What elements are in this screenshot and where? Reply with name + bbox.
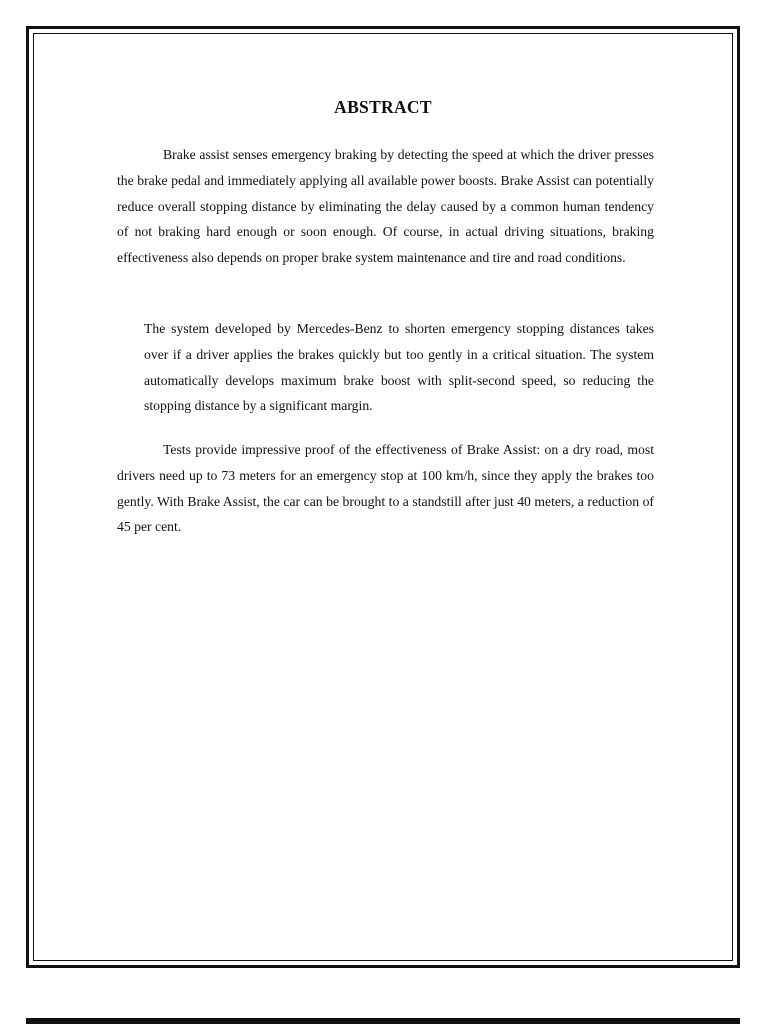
page-border (26, 26, 740, 968)
next-page-border-edge (26, 1018, 740, 1024)
paragraph-brake-assist-intro: Brake assist senses emergency braking by detecting the speed at which the driver presses the brake pedal and immediately applying all available power boosts. Brake Assist can potentially reduce overall stopping distance by eliminating the delay caused by a common human tendency of not braking hard enough or soon enough. Of course, in actual driving situations, braking effectiveness also depends on proper brake system maintenance and tire and road conditions. (117, 147, 654, 266)
paragraph-mercedes-system: The system developed by Mercedes-Benz to shorten emergency stopping distances takes over if a driver applies the brakes quickly but too gently in a critical situation. The system automatically develops maximum brake boost with split-second speed, so reducing the stopping distance by a significant margin. (144, 321, 654, 414)
abstract-heading: ABSTRACT (334, 97, 432, 117)
paragraph-test-results: Tests provide impressive proof of the effectiveness of Brake Assist: on a dry road, most drivers need up to 73 meters for an emergency stop at 100 km/h, since they apply the brakes too gently. With Brake Assist, the car can be brought to a standstill after just 40 meters, a reduction of 45 per cent. (117, 442, 654, 535)
